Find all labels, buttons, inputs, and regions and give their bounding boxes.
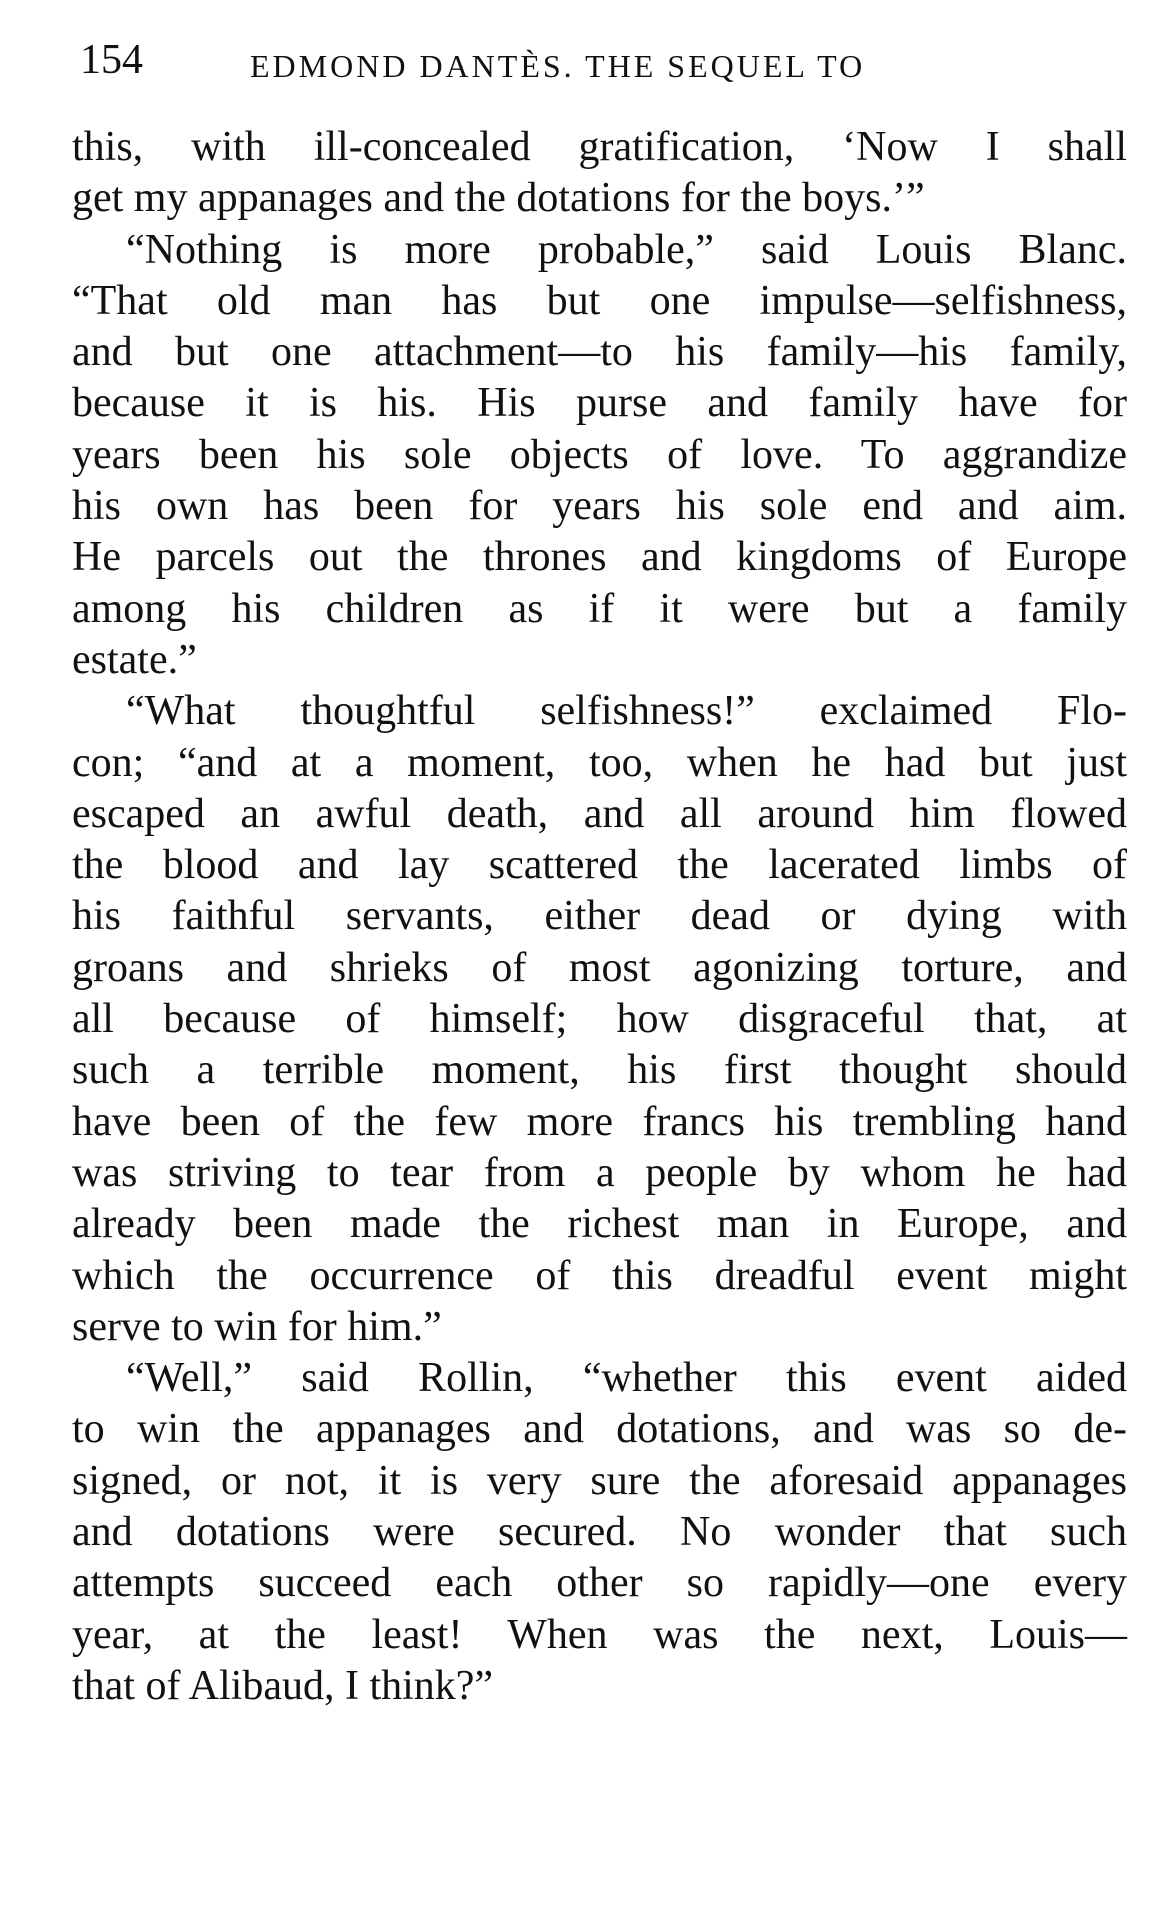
text-line: to win the appanages and dotations, and was so de- <box>72 1406 1127 1453</box>
text-line: “That old man has but one impulse—selfishness, <box>72 277 1127 324</box>
text-line: He parcels out the thrones and kingdoms of Europe <box>72 534 1127 581</box>
text-line: such a terrible moment, his first thought should <box>72 1047 1127 1094</box>
page-number: 154 <box>80 37 143 83</box>
text-line: and dotations were secured. No wonder that such <box>72 1509 1127 1556</box>
text-line: “Well,” said Rollin, “whether this event aided <box>126 1355 1127 1402</box>
running-title: EDMOND DANTÈS. THE SEQUEL TO <box>250 48 866 84</box>
text-line: “What thoughtful selfishness!” exclaimed Flo- <box>126 688 1127 735</box>
text-line: con; “and at a moment, too, when he had but just <box>72 739 1127 786</box>
text-line: was striving to tear from a people by whom he had <box>72 1149 1127 1196</box>
text-line: estate.” <box>72 636 197 683</box>
text-line: all because of himself; how disgraceful that, at <box>72 996 1127 1043</box>
text-line: which the occurrence of this dreadful event might <box>72 1252 1127 1299</box>
text-line: that of Alibaud, I think?” <box>72 1662 494 1709</box>
text-line: already been made the richest man in Europe, and <box>72 1201 1127 1248</box>
text-line: his own has been for years his sole end and aim. <box>72 483 1127 530</box>
text-line: attempts succeed each other so rapidly—one every <box>72 1560 1127 1607</box>
text-line: get my appanages and the dotations for the boys.’” <box>72 175 925 222</box>
body-text <box>72 122 1127 1712</box>
text-line: and but one attachment—to his family—his family, <box>72 329 1127 376</box>
text-line: because it is his. His purse and family have for <box>72 380 1127 427</box>
text-line: years been his sole objects of love. To aggrandize <box>72 431 1127 478</box>
text-line: serve to win for him.” <box>72 1303 442 1350</box>
text-line: “Nothing is more probable,” said Louis Blanc. <box>126 226 1127 273</box>
text-line: among his children as if it were but a family <box>72 585 1127 632</box>
text-line: escaped an awful death, and all around him flowed <box>72 790 1127 837</box>
text-line: the blood and lay scattered the lacerated limbs of <box>72 842 1127 889</box>
running-head <box>80 30 1120 90</box>
text-line: groans and shrieks of most agonizing torture, and <box>72 944 1127 991</box>
text-line: have been of the few more francs his trembling hand <box>72 1098 1127 1145</box>
text-line: his faithful servants, either dead or dying with <box>72 893 1127 940</box>
text-line: this, with ill-concealed gratification, ‘Now I shall <box>72 124 1127 170</box>
text-line: year, at the least! When was the next, Louis— <box>72 1611 1127 1658</box>
text-line: signed, or not, it is very sure the aforesaid appanages <box>72 1457 1127 1504</box>
